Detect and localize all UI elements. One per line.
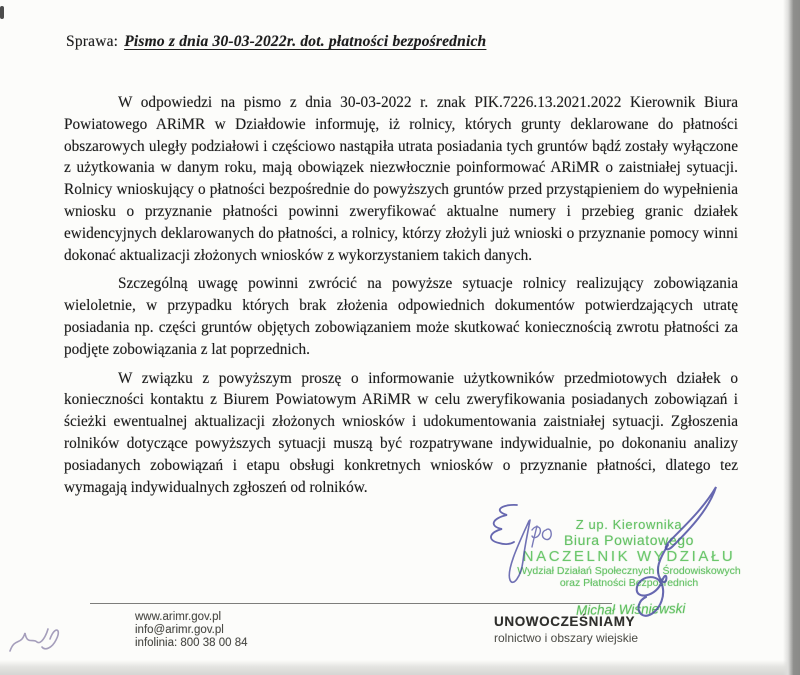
scan-artifact-speck xyxy=(0,6,4,19)
footer-slogan-title: UNOWOCZEŚNIAMY xyxy=(494,614,636,629)
scan-edge-bottom xyxy=(0,660,789,675)
paragraph-2: Szczególną uwagę powinni zwrócić na powyższe sytuacje rolnicy realizujący zobowiązania wieloletnie, w przypadku których brak złożenia odpowiednich dokumentów potwierdzających utratę posiadania np. części gruntów objętych zobowiązaniem może skutkować koniecznością zwrotu płatności za podjęte zobowiązania z lat poprzednich. xyxy=(64,275,738,358)
stamp-line-department: Wydział Działań Społecznych i Środowiskowych xyxy=(517,565,741,577)
subject-line xyxy=(66,33,486,51)
subject-label: Sprawa: xyxy=(66,33,119,50)
footer-infoline: infolinia: 800 38 00 84 xyxy=(135,637,248,650)
scan-edge-right xyxy=(783,0,800,675)
letter-body xyxy=(64,92,738,505)
stamp-line-title: NACZELNIK WYDZIAŁU xyxy=(522,548,736,565)
initials-scribble-icon xyxy=(10,629,58,651)
footer-slogan-subtitle: rolnictwo i obszary wiejskie xyxy=(494,631,639,645)
subject-value: Pismo z dnia 30-03-2022r. dot. płatności bezpośrednich xyxy=(124,33,487,50)
stamp-line-office: Biura Powiatowego xyxy=(563,532,695,548)
stamp-line-department-2: oraz Płatności Bezpośrednich xyxy=(559,577,699,589)
footer-slogan-block xyxy=(494,614,638,645)
official-stamp xyxy=(496,516,762,589)
paragraph-3: W związku z powyższym proszę o informowanie użytkowników przedmiotowych działek o konieczności kontaktu z Biurem Powiatowym ARiMR w celu zweryfikowania posiadanych zobowiązań i ścieżki ewentualnej aktualizacji złożonych wniosków i udokumentowania zaistniałej sytuacji. Zgłoszenia rolników dotyczące powyższych sytuacji muszą być rozpatrywane indywidualnie, po dokonaniu analizy posiadanych zobowiązań i etapu obsługi konkretnych wniosków o przyznanie płatności, dlatego tez wymagają indywidualnych zgłoszeń od rolników. xyxy=(64,369,738,496)
footer-contact-block xyxy=(135,611,248,651)
footer-website: www.arimr.gov.pl xyxy=(135,611,222,623)
signer-name: Michał Wiśniewski xyxy=(575,601,686,618)
footer-email: info@arimr.gov.pl xyxy=(135,624,224,637)
footer-divider xyxy=(90,603,612,604)
stamp-line-authorization: Z up. Kierownika xyxy=(575,517,683,532)
paragraph-1: W odpowiedzi na pismo z dnia 30-03-2022 r. znak PIK.7226.13.2021.2022 Kierownik Biura Powiatowego ARiMR w Działdowie informuję, iż rolnicy, których grunty deklarowane do płatności obszarowych uległy podziałowi i częściowo nastąpiła utrata posiadania tych gruntów bądź zostały wyłączone z użytkowania w danym roku, mają obowiązek niezwłocznie poinformować ARiMR o zaistniałej sytuacji. Rolnicy wnioskujący o płatności bezpośrednie do powyższych gruntów przed przystąpieniem do wypełnienia wniosku o przyznanie płatności powinni zweryfikować aktualne numery i przebieg granic działek ewidencyjnych deklarowanych do płatności, a rolnicy, którzy złożyli już wnioski o przyznanie pomocy winni dokonać aktualizacji złożonych wniosków z wykorzystaniem takich danych. xyxy=(64,94,738,264)
